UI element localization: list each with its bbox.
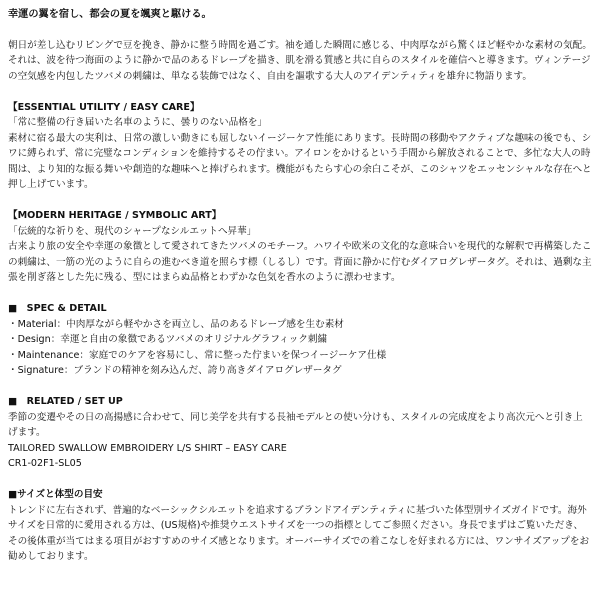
spec-heading: ■ SPEC & DETAIL: [8, 303, 107, 314]
related-body: 季節の変遷やその日の高揚感に合わせて、同じ美学を共有する長袖モデルとの使い分けも、スタイルの完成度をより高次元へと引き上げます。: [8, 411, 583, 438]
spacer: [8, 379, 592, 395]
spacer: [8, 472, 592, 488]
intro-paragraph: 朝日が差し込むリビングで豆を挽き、静かに整う時間を過ごす。袖を通した瞬間に感じる、中肉厚ながら驚くほど軽やかな素材の気配。それは、波を待つ海面のように静かで品のあるドレープを描き、肌を滑る質感と共に自らのスタイルを確信へと導きます。ヴィンテージの空気感を内包したツバメの刺繍は、単なる装飾ではなく、自由を謳歌する大人のアイデンティティを雄弁に物語ります。: [8, 39, 592, 82]
spacer: [8, 193, 592, 209]
related-product-code: CR1-02F1-SL05: [8, 458, 82, 469]
related-product-name: TAILORED SWALLOW EMBROIDERY L/S SHIRT – EASY CARE: [8, 442, 287, 454]
section-heading-modern-heritage: 【MODERN HERITAGE / SYMBOLIC ART】: [8, 210, 222, 221]
section-quote-modern-heritage: 「伝統的な祈りを、現代のシャープなシルエットへ昇華」: [8, 225, 257, 237]
spec-item-design: ・Design：幸運と自由の象徴であるツバメのオリジナルグラフィック刺繍: [8, 334, 328, 345]
section-body-essential-utility: 素材に宿る最大の実利は、日常の激しい動きにも屈しないイージーケア性能にあります。長時間の移動やアクティブな趣味の後でも、シワに縛られず、常に完璧なコンディションを維持するその佇まい。アイロンをかけるという手間から解放されることで、多忙な大人の時間は、より知的な振る舞いや創造的な趣味へと捧げられます。機能がもたらす心の余白こそが、このシャツをエッセンシャルな存在へと押し上げています。: [8, 132, 592, 190]
page-title: 幸運の翼を宿し、都会の夏を颯爽と駆ける。: [8, 9, 212, 20]
spec-item-material: ・Material：中肉厚ながら軽やかさを両立し、品のあるドレープ感を生む素材: [8, 318, 344, 330]
spec-item-maintenance: ・Maintenance：家庭でのケアを容易にし、常に整った佇まいを保つイージーケア仕様: [8, 349, 387, 361]
section-body-modern-heritage: 古来より旅の安全や幸運の象徴として愛されてきたツバメのモチーフ。ハワイや欧米の文化的な意味合いを現代的な解釈で再構築したこの刺繍は、一筋の光のように自らの進むべき道を照らす標（しるし）です。背面に静かに佇むダイアログレザータグ。それは、過剰な主張を削ぎ落とした先に残る、型にはまらぬ品格とわずかな色気を香水のように漂わせます。: [8, 241, 592, 283]
size-heading: ■サイズと体型の目安: [8, 489, 103, 500]
related-heading: ■ RELATED / SET UP: [8, 396, 123, 407]
section-quote-essential-utility: 「常に整備の行き届いた名車のように、曇りのない品格を」: [8, 117, 268, 128]
size-body: トレンドに左右されず、普遍的なベーシックシルエットを追求するブランドアイデンティティに基づいた体型別サイズガイドです。海外サイズを日常的に愛用される方は、(US規格)や推奨ウエストサイズを一つの指標としてご参照ください。身長でまずはご覧いただき、その後体重が当てはまる項目がおすすめのサイズ感となります。オーバーサイズでの着こなしを好まれる方には、ワンサイズアップをお勧めしております。: [8, 504, 590, 562]
section-heading-essential-utility: 【ESSENTIAL UTILITY / EASY CARE】: [8, 101, 200, 113]
spec-item-signature: ・Signature：ブランドの精神を刻み込んだ、誇り高きダイアログレザータグ: [8, 365, 342, 376]
spacer: [8, 286, 592, 302]
spacer: [8, 84, 592, 100]
